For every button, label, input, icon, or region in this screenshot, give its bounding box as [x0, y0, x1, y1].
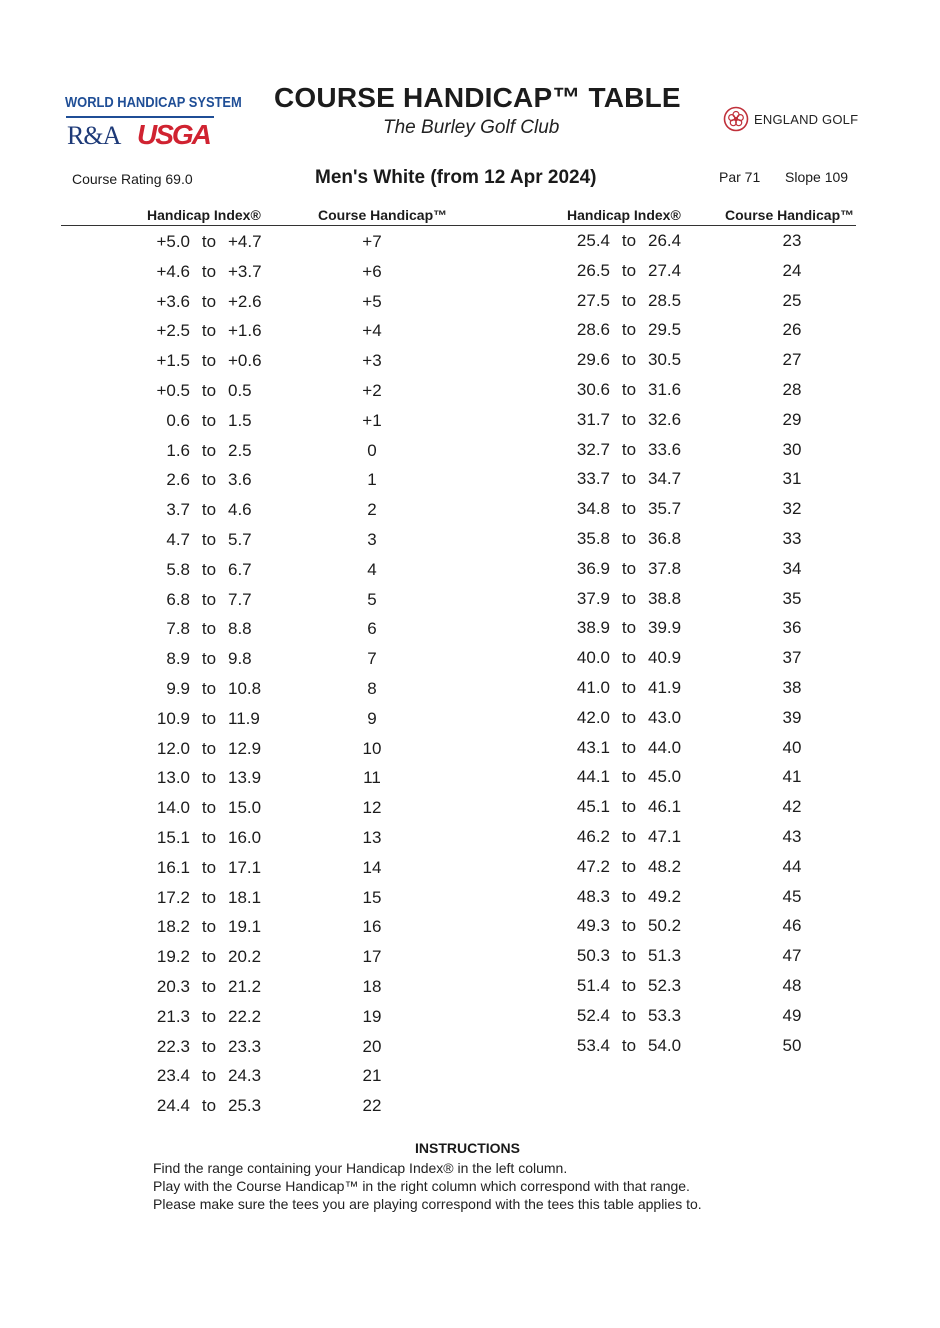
- handicap-index-from: 44.1: [576, 767, 610, 787]
- table-row: [0, 708, 940, 734]
- course-handicap-value: 2: [367, 500, 377, 520]
- handicap-index-to: 28.5: [648, 290, 682, 310]
- handicap-index-to: 50.2: [648, 916, 682, 936]
- handicap-index-from: 10.9: [156, 708, 190, 728]
- handicap-index-from: 26.5: [576, 260, 610, 280]
- handicap-index-from: 17.2: [156, 887, 190, 907]
- course-handicap-value: +6: [362, 261, 382, 281]
- handicap-index-to: 36.8: [648, 529, 682, 548]
- course-handicap-value: 10: [362, 738, 382, 758]
- handicap-index-to: 15.0: [228, 798, 262, 818]
- course-handicap-value: 19: [362, 1006, 382, 1026]
- table-row: [0, 618, 940, 644]
- handicap-index-from: 49.3: [576, 916, 610, 936]
- handicap-index-from: 50.3: [576, 946, 610, 966]
- table-row: [0, 887, 940, 913]
- course-handicap-value: 21: [362, 1066, 382, 1086]
- handicap-index-to: +0.6: [228, 351, 262, 371]
- course-handicap-value: 6: [367, 619, 377, 639]
- range-separator: to: [201, 887, 217, 907]
- handicap-index-to: 21.2: [228, 977, 262, 996]
- handicap-index-to: 19.1: [228, 917, 262, 937]
- range-separator: to: [621, 797, 637, 817]
- course-handicap-value: 17: [362, 947, 382, 967]
- course-handicap-value: 7: [367, 649, 377, 669]
- handicap-index-from: 28.6: [576, 320, 610, 340]
- handicap-index-from: 9.9: [166, 679, 190, 698]
- range-separator: to: [201, 232, 217, 251]
- course-handicap-value: +4: [362, 321, 382, 341]
- handicap-index-from: 23.4: [156, 1066, 190, 1086]
- handicap-index-to: 38.8: [648, 588, 682, 608]
- range-separator: to: [201, 530, 217, 549]
- range-separator: to: [621, 1005, 637, 1025]
- handicap-index-from: 8.9: [166, 649, 190, 669]
- handicap-index-from: 35.8: [576, 529, 610, 548]
- handicap-index-from: 32.7: [576, 439, 610, 459]
- course-handicap-value: +5: [362, 291, 382, 311]
- handicap-index-from: 22.3: [156, 1036, 190, 1056]
- course-handicap-value: 24: [782, 260, 802, 280]
- handicap-index-from: 52.4: [576, 1005, 610, 1025]
- handicap-index-to: 41.9: [648, 678, 682, 697]
- handicap-index-to: 2.5: [228, 440, 252, 460]
- handicap-index-from: 18.2: [156, 917, 190, 937]
- course-handicap-value: 12: [362, 798, 382, 818]
- logo-divider: [66, 116, 214, 118]
- range-separator: to: [201, 917, 217, 937]
- instruction-line: Find the range containing your Handicap Index® in the left column.: [153, 1160, 568, 1176]
- table-row: [0, 320, 940, 346]
- handicap-index-from: 45.1: [576, 797, 610, 817]
- range-separator: to: [621, 1035, 637, 1055]
- range-separator: to: [201, 798, 217, 818]
- handicap-index-from: 42.0: [576, 707, 610, 727]
- handicap-index-to: 1.5: [228, 410, 252, 430]
- handicap-index-to: 12.9: [228, 738, 262, 758]
- header-divider: [61, 225, 856, 226]
- handicap-index-to: 34.7: [648, 469, 682, 489]
- usga-logo: USGA: [137, 119, 210, 150]
- handicap-index-from: 6.8: [166, 589, 190, 609]
- table-row: [0, 976, 940, 1002]
- handicap-index-from: 29.6: [576, 350, 610, 370]
- course-handicap-value: 30: [782, 439, 802, 459]
- range-separator: to: [201, 1066, 217, 1086]
- table-row: [0, 1006, 940, 1032]
- handicap-index-to: 48.2: [648, 856, 682, 876]
- range-separator: to: [621, 856, 637, 876]
- range-separator: to: [201, 679, 217, 698]
- course-handicap-value: 11: [363, 768, 381, 788]
- handicap-index-from: 0.6: [166, 410, 190, 430]
- course-handicap-value: 34: [782, 558, 802, 578]
- course-handicap-value: 36: [782, 618, 802, 638]
- table-row: [0, 559, 940, 585]
- course-handicap-value: 35: [782, 588, 802, 608]
- course-handicap-value: 23: [782, 231, 802, 250]
- page-title: COURSE HANDICAP™ TABLE: [274, 82, 681, 113]
- left-handicap-index-header: Handicap Index®: [147, 207, 261, 223]
- handicap-index-from: 13.0: [156, 768, 190, 788]
- range-separator: to: [201, 947, 217, 967]
- handicap-index-to: 4.6: [228, 500, 252, 520]
- handicap-index-from: 5.8: [166, 559, 190, 579]
- range-separator: to: [621, 588, 637, 608]
- range-separator: to: [201, 559, 217, 579]
- handicap-index-from: 31.7: [576, 409, 610, 429]
- handicap-index-to: 26.4: [648, 231, 682, 250]
- course-handicap-value: 0: [367, 440, 377, 460]
- range-separator: to: [621, 529, 637, 548]
- table-row: [0, 946, 940, 972]
- handicap-index-to: 49.2: [648, 886, 682, 906]
- handicap-index-from: 4.7: [166, 530, 190, 549]
- handicap-index-from: 41.0: [576, 678, 610, 697]
- course-rating: Course Rating 69.0: [72, 171, 193, 187]
- course-handicap-value: 49: [782, 1005, 802, 1025]
- range-separator: to: [621, 767, 637, 787]
- range-separator: to: [201, 500, 217, 520]
- course-handicap-value: 45: [782, 886, 802, 906]
- range-separator: to: [621, 231, 637, 250]
- range-separator: to: [621, 737, 637, 757]
- course-handicap-value: 27: [782, 350, 802, 370]
- course-handicap-value: 20: [362, 1036, 382, 1056]
- handicap-index-from: 30.6: [576, 380, 610, 399]
- handicap-index-to: +3.7: [228, 261, 262, 281]
- table-row: [0, 440, 940, 466]
- club-name: The Burley Golf Club: [383, 117, 560, 138]
- range-separator: to: [201, 381, 217, 400]
- course-handicap-value: 1: [367, 470, 377, 490]
- range-separator: to: [621, 409, 637, 429]
- tee-title: Men's White (from 12 Apr 2024): [315, 167, 597, 188]
- range-separator: to: [201, 649, 217, 669]
- handicap-index-to: 17.1: [228, 857, 262, 877]
- handicap-index-to: 9.8: [228, 649, 252, 669]
- handicap-index-from: 34.8: [576, 499, 610, 519]
- table-row: [0, 827, 940, 853]
- course-handicap-value: 28: [782, 380, 802, 399]
- range-separator: to: [201, 828, 217, 847]
- england-golf-logo: ENGLAND GOLF: [754, 112, 859, 127]
- range-separator: to: [621, 290, 637, 310]
- handicap-index-to: 20.2: [228, 947, 262, 967]
- range-separator: to: [201, 589, 217, 609]
- handicap-index-to: 40.9: [648, 648, 682, 668]
- handicap-index-to: 33.6: [648, 439, 682, 459]
- handicap-index-to: 31.6: [648, 380, 682, 399]
- range-separator: to: [621, 499, 637, 519]
- table-row: [0, 231, 940, 257]
- england-golf-rose-icon: [723, 106, 749, 132]
- handicap-index-to: +2.6: [228, 291, 262, 311]
- table-row: [0, 350, 940, 376]
- handicap-index-from: 46.2: [576, 827, 610, 846]
- range-separator: to: [621, 558, 637, 578]
- course-handicap-value: 13: [362, 828, 382, 847]
- course-handicap-value: 3: [367, 530, 377, 549]
- course-handicap-value: 38: [782, 678, 802, 697]
- course-handicap-value: 18: [362, 977, 382, 996]
- handicap-index-to: 23.3: [228, 1036, 262, 1056]
- range-separator: to: [621, 350, 637, 370]
- handicap-index-from: 3.7: [166, 500, 190, 520]
- handicap-index-from: +2.5: [156, 321, 190, 341]
- handicap-index-to: 16.0: [228, 828, 262, 847]
- handicap-index-to: 0.5: [228, 381, 252, 400]
- right-course-handicap-header: Course Handicap™: [725, 207, 855, 223]
- course-handicap-value: 29: [782, 409, 802, 429]
- handicap-index-to: 29.5: [648, 320, 682, 340]
- range-separator: to: [201, 857, 217, 877]
- table-row: [0, 291, 940, 317]
- handicap-index-to: 3.6: [228, 470, 252, 490]
- handicap-index-from: +5.0: [156, 232, 190, 251]
- range-separator: to: [621, 380, 637, 399]
- range-separator: to: [201, 291, 217, 311]
- handicap-index-from: 51.4: [576, 976, 610, 995]
- handicap-index-from: 19.2: [156, 947, 190, 967]
- course-handicap-value: 43: [782, 827, 802, 846]
- handicap-index-from: +1.5: [156, 351, 190, 371]
- handicap-index-from: 47.2: [576, 856, 610, 876]
- table-row: [0, 1036, 940, 1062]
- handicap-index-from: 21.3: [156, 1006, 190, 1026]
- handicap-index-from: 33.7: [576, 469, 610, 489]
- table-row: [0, 916, 940, 942]
- handicap-index-to: 44.0: [648, 737, 682, 757]
- range-separator: to: [201, 1096, 217, 1116]
- table-row: [0, 648, 940, 674]
- range-separator: to: [201, 738, 217, 758]
- range-separator: to: [621, 260, 637, 280]
- table-row: [0, 678, 940, 704]
- range-separator: to: [201, 977, 217, 996]
- handicap-index-from: 40.0: [576, 648, 610, 668]
- handicap-index-from: +3.6: [156, 291, 190, 311]
- range-separator: to: [621, 707, 637, 727]
- range-separator: to: [201, 470, 217, 490]
- handicap-index-to: 43.0: [648, 707, 682, 727]
- course-handicap-value: 9: [367, 708, 377, 728]
- course-handicap-value: 25: [782, 290, 802, 310]
- handicap-index-from: 7.8: [166, 619, 190, 639]
- handicap-index-from: +4.6: [156, 261, 190, 281]
- handicap-index-to: 6.7: [228, 559, 252, 579]
- slope-value: Slope 109: [785, 169, 849, 185]
- course-handicap-value: 33: [782, 529, 802, 548]
- course-handicap-value: +2: [362, 381, 382, 400]
- course-handicap-value: 40: [782, 737, 802, 757]
- handicap-index-to: 35.7: [648, 499, 682, 519]
- course-handicap-value: +7: [362, 232, 382, 251]
- handicap-index-to: 32.6: [648, 409, 682, 429]
- handicap-index-to: 39.9: [648, 618, 682, 638]
- handicap-index-from: 27.5: [576, 290, 610, 310]
- handicap-index-from: +0.5: [156, 381, 190, 400]
- handicap-index-from: 1.6: [166, 440, 190, 460]
- handicap-index-to: +4.7: [228, 232, 262, 251]
- right-handicap-index-header: Handicap Index®: [567, 207, 681, 223]
- table-row: [0, 261, 940, 287]
- par-value: Par 71: [719, 169, 761, 185]
- course-handicap-value: 31: [782, 469, 802, 489]
- handicap-index-to: 52.3: [648, 976, 682, 995]
- handicap-index-to: 54.0: [648, 1035, 682, 1055]
- range-separator: to: [201, 351, 217, 371]
- range-separator: to: [621, 618, 637, 638]
- handicap-index-from: 16.1: [156, 857, 190, 877]
- handicap-index-to: 10.8: [228, 679, 262, 698]
- course-handicap-value: 5: [367, 589, 377, 609]
- table-row: [0, 380, 940, 406]
- range-separator: to: [201, 321, 217, 341]
- range-separator: to: [621, 827, 637, 846]
- handicap-index-to: 51.3: [648, 946, 682, 966]
- table-row: [0, 1096, 940, 1122]
- handicap-index-from: 2.6: [166, 470, 190, 490]
- course-handicap-value: 16: [362, 917, 382, 937]
- handicap-index-from: 37.9: [576, 588, 610, 608]
- range-separator: to: [201, 1036, 217, 1056]
- handicap-index-to: 45.0: [648, 767, 682, 787]
- table-row: [0, 767, 940, 793]
- range-separator: to: [201, 1006, 217, 1026]
- range-separator: to: [621, 886, 637, 906]
- course-handicap-value: 42: [782, 797, 802, 817]
- course-handicap-value: +3: [362, 351, 382, 371]
- handicap-index-from: 25.4: [576, 231, 610, 250]
- handicap-index-from: 14.0: [156, 798, 190, 818]
- handicap-index-to: 24.3: [228, 1066, 262, 1086]
- handicap-index-from: 38.9: [576, 618, 610, 638]
- handicap-index-to: +1.6: [228, 321, 262, 341]
- range-separator: to: [621, 916, 637, 936]
- table-row: [0, 469, 940, 495]
- handicap-index-from: 48.3: [576, 886, 610, 906]
- handicap-index-from: 53.4: [576, 1035, 610, 1055]
- table-row: [0, 499, 940, 525]
- handicap-index-to: 13.9: [228, 768, 262, 788]
- course-handicap-value: +1: [362, 410, 382, 430]
- handicap-index-to: 22.2: [228, 1006, 262, 1026]
- handicap-index-to: 30.5: [648, 350, 682, 370]
- table-row: [0, 857, 940, 883]
- course-handicap-value: 46: [782, 916, 802, 936]
- course-handicap-value: 48: [782, 976, 802, 995]
- handicap-index-to: 11.9: [228, 708, 260, 728]
- handicap-index-from: 24.4: [156, 1096, 190, 1116]
- handicap-index-to: 5.7: [228, 530, 252, 549]
- handicap-index-to: 46.1: [648, 797, 682, 817]
- range-separator: to: [201, 768, 217, 788]
- range-separator: to: [621, 946, 637, 966]
- handicap-index-to: 18.1: [228, 887, 262, 907]
- table-row: [0, 410, 940, 436]
- course-handicap-value: 47: [782, 946, 802, 966]
- handicap-index-from: 36.9: [576, 558, 610, 578]
- table-row: [0, 529, 940, 555]
- handicap-index-to: 37.8: [648, 558, 682, 578]
- table-row: [0, 589, 940, 615]
- handicap-index-to: 25.3: [228, 1096, 262, 1116]
- handicap-index-from: 43.1: [576, 737, 610, 757]
- course-handicap-value: 50: [782, 1035, 802, 1055]
- left-course-handicap-header: Course Handicap™: [318, 207, 448, 223]
- range-separator: to: [201, 410, 217, 430]
- range-separator: to: [201, 619, 217, 639]
- range-separator: to: [201, 261, 217, 281]
- range-separator: to: [621, 320, 637, 340]
- course-handicap-value: 15: [362, 887, 382, 907]
- handicap-index-to: 53.3: [648, 1005, 682, 1025]
- table-row: [0, 1066, 940, 1092]
- range-separator: to: [621, 469, 637, 489]
- course-handicap-value: 41: [782, 767, 802, 787]
- course-handicap-value: 8: [367, 679, 377, 698]
- ra-logo: R&A: [67, 121, 121, 150]
- course-handicap-value: 44: [782, 856, 802, 876]
- range-separator: to: [621, 976, 637, 995]
- handicap-index-to: 8.8: [228, 619, 252, 639]
- range-separator: to: [621, 648, 637, 668]
- range-separator: to: [201, 440, 217, 460]
- handicap-index-to: 47.1: [648, 827, 682, 846]
- range-separator: to: [201, 708, 217, 728]
- course-handicap-value: 37: [782, 648, 802, 668]
- instruction-line: Play with the Course Handicap™ in the right column which correspond with that range.: [153, 1178, 690, 1194]
- table-row: [0, 738, 940, 764]
- instructions-title: INSTRUCTIONS: [415, 1140, 520, 1156]
- instruction-line: Please make sure the tees you are playing correspond with the tees this table applies to.: [153, 1196, 702, 1212]
- course-handicap-value: 14: [362, 857, 382, 877]
- handicap-index-from: 20.3: [156, 977, 190, 996]
- handicap-index-to: 7.7: [228, 589, 252, 609]
- course-handicap-value: 4: [367, 559, 377, 579]
- handicap-index-to: 27.4: [648, 260, 682, 280]
- world-handicap-system-logo: WORLD HANDICAP SYSTEM: [65, 94, 242, 111]
- course-handicap-value: 22: [362, 1096, 382, 1116]
- course-handicap-value: 39: [782, 707, 802, 727]
- range-separator: to: [621, 439, 637, 459]
- handicap-index-from: 15.1: [156, 828, 190, 847]
- course-handicap-value: 32: [782, 499, 802, 519]
- range-separator: to: [621, 678, 637, 697]
- handicap-index-from: 12.0: [156, 738, 190, 758]
- table-row: [0, 797, 940, 823]
- course-handicap-value: 26: [782, 320, 802, 340]
